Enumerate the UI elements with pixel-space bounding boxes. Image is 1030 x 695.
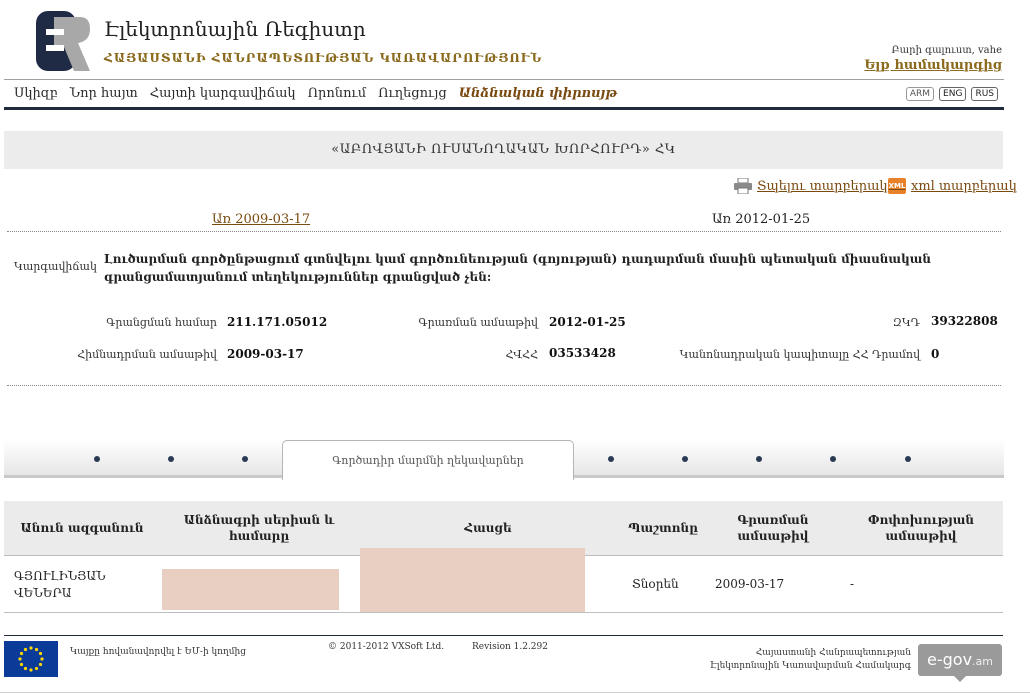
- redacted-passport: [162, 569, 339, 610]
- zkd-value: 39322808: [931, 314, 998, 328]
- nav-item-new-request[interactable]: Նոր հայտ: [69, 86, 138, 101]
- tab-dot[interactable]: [94, 456, 100, 462]
- column-header-address: Հասցե: [464, 521, 512, 535]
- row-record-date: 2009-03-17: [715, 577, 785, 591]
- tab-dot[interactable]: [242, 456, 248, 462]
- tax-id-label: ՀՎՀՀ: [505, 348, 538, 361]
- dotted-divider: [7, 385, 1001, 386]
- xml-version-link[interactable]: [888, 178, 1017, 194]
- row-name: ԳՅՈՒԼԻՆՅԱՆ ՎԵՆԵՐԱ: [14, 569, 106, 600]
- founding-date-label: Հիմնադրման ամսաթիվ: [77, 348, 217, 361]
- tab-dot[interactable]: [756, 456, 762, 462]
- xml-version-label: xml տարբերակ: [911, 178, 1017, 194]
- xml-icon: XML: [888, 178, 906, 194]
- column-header-passport: Անձնագրի սերիան և համարը: [183, 513, 335, 543]
- footer-divider: [4, 635, 1003, 636]
- tab-dot[interactable]: [168, 456, 174, 462]
- nav-item-home[interactable]: Սկիզբ: [14, 86, 58, 101]
- print-version-label: Տպելու տարբերակ: [757, 178, 888, 194]
- er-logo: [36, 11, 90, 71]
- gov-system-line1: Հայաստանի Հանրապետության: [755, 648, 911, 658]
- table-row-divider: [4, 612, 1003, 613]
- status-label: Կարգավիճակ: [14, 260, 97, 273]
- column-header-change-date: Փոփոխության ամսաթիվ: [868, 513, 974, 543]
- nav-item-guide[interactable]: Ուղեցույց: [378, 86, 447, 101]
- nav-item-personal[interactable]: Անձնական փիրոսյթ: [458, 86, 618, 101]
- printer-icon: [734, 178, 752, 194]
- revision-text: Revision 1.2.292: [472, 642, 548, 652]
- company-title: «ԱԲՈՎՅԱՆԻ ՈՒՍԱՆՈՂԱԿԱՆ ԽՈՐՀՈՒՐԴ» ՀԿ: [331, 142, 676, 157]
- tab-dot[interactable]: [682, 456, 688, 462]
- column-header-record-date: Գրառման ամսաթիվ: [737, 513, 809, 543]
- lang-eng-button[interactable]: ENG: [939, 87, 966, 101]
- company-title-box: [4, 131, 1003, 169]
- nav-item-request-status[interactable]: Հայտի կարգավիճակ: [149, 86, 296, 101]
- registration-number-label: Գրանցման համար: [106, 316, 217, 329]
- charter-capital-value: 0: [931, 347, 940, 361]
- tab-executive-heads[interactable]: Գործադիր մարմնի ղեկավարներ: [282, 440, 574, 480]
- lang-arm-button[interactable]: ARM: [906, 87, 934, 101]
- egov-logo[interactable]: [918, 644, 1002, 676]
- eu-sponsor-text: Կայքը հովանավորվել է ԵՄ-ի կողմից: [70, 647, 247, 657]
- row-change-date: -: [850, 577, 855, 591]
- registration-number-value: 211.171.05012: [227, 315, 328, 329]
- copyright-text: © 2011-2012 VXSoft Ltd.: [328, 642, 445, 652]
- row-position: Տնօրեն: [632, 577, 679, 591]
- date-to: Առ 2012-01-25: [712, 212, 811, 227]
- zkd-label: ԶԿԴ: [892, 316, 920, 329]
- founding-date-value: 2009-03-17: [227, 347, 304, 361]
- lang-rus-button[interactable]: RUS: [971, 87, 998, 101]
- eu-flag-icon: [4, 641, 58, 677]
- print-version-link[interactable]: [734, 178, 888, 194]
- main-nav: [14, 86, 617, 101]
- redacted-address: [360, 548, 585, 612]
- nav-divider: [4, 107, 1004, 110]
- page-bottom-line: [0, 692, 1030, 693]
- record-date-value: 2012-01-25: [549, 315, 626, 329]
- column-header-position: Պաշտոնը: [628, 521, 698, 535]
- date-from-link[interactable]: Առ 2009-03-17: [212, 212, 311, 227]
- language-switcher: [906, 87, 998, 101]
- record-date-label: Գրառման ամսաթիվ: [418, 316, 538, 329]
- dotted-divider: [7, 231, 1001, 232]
- egov-logo-tail: [954, 676, 966, 682]
- gov-system-line2: Էլեկտրոնային Կառավարման Համակարգ: [710, 661, 911, 671]
- tab-dot[interactable]: [905, 456, 911, 462]
- nav-item-search[interactable]: Որոնում: [307, 86, 367, 101]
- egov-logo-suffix: .am: [972, 655, 993, 668]
- user-greeting: Բարի գալուստ, vahe: [891, 45, 1002, 56]
- status-text: Լուծարման գործընթացում գտնվելու կամ գործունեության (գոյության) դադարման մասին պետական միասնական գրանցամատյանում տեղեկություններ գրանցված չեն:: [104, 252, 931, 284]
- column-header-name: Անուն ազգանուն: [20, 521, 144, 535]
- site-subtitle: ՀԱՅԱՍՏԱՆԻ ՀԱՆՐԱՊԵՏՈՒԹՅԱՆ ԿԱՌԱՎԱՐՈՒԹՅՈՒՆ: [104, 51, 543, 65]
- site-title: Էլեկտրոնային Ռեգիստր: [104, 17, 366, 41]
- tab-dot[interactable]: [830, 456, 836, 462]
- header-divider: [4, 79, 1004, 80]
- tab-dot[interactable]: [608, 456, 614, 462]
- egov-logo-main: e-gov: [927, 650, 973, 669]
- tax-id-value: 03533428: [549, 346, 616, 360]
- charter-capital-label: Կանոնադրական կապիտալը ՀՀ Դրամով: [679, 348, 920, 361]
- logout-link[interactable]: Ելք համակարգից: [864, 58, 1002, 73]
